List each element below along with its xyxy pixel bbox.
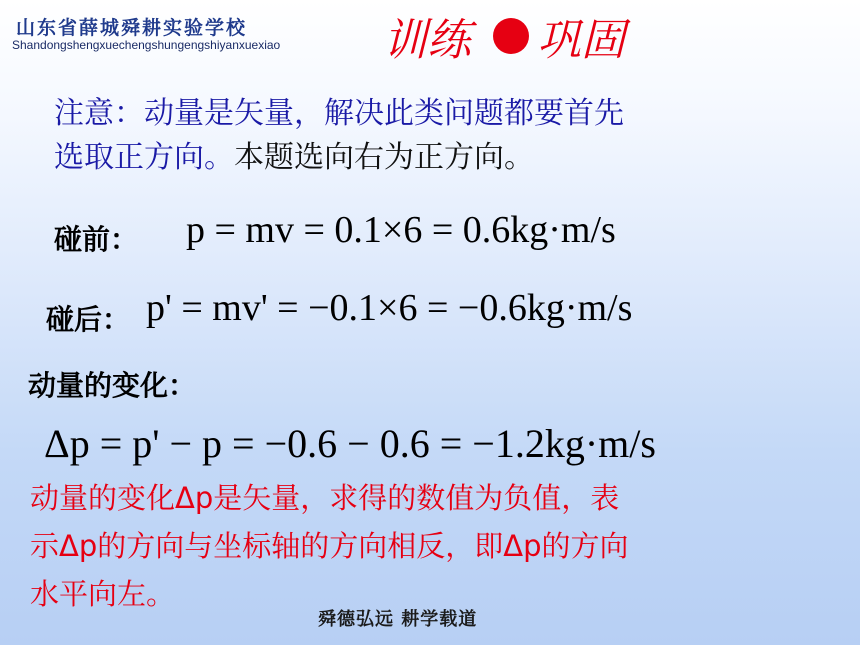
- after-label: 碰后：: [46, 303, 131, 336]
- before-formula: p = mv = 0.1×6 = 0.6kg·m/s: [186, 209, 616, 251]
- conclusion-line-2: 示Δp的方向与坐标轴的方向相反，即Δp的方向: [30, 529, 629, 563]
- note-paragraph: [54, 92, 814, 180]
- note-line-2: [54, 136, 814, 180]
- after-formula: p' = mv' = −0.1×6 = −0.6kg·m/s: [146, 287, 633, 329]
- note-line-1: 注意：动量是矢量，解决此类问题都要首先: [54, 96, 624, 131]
- school-name-pinyin: Shandongshengxuechengshungengshiyanxuexiao: [12, 38, 281, 52]
- change-formula: Δp = p' − p = −0.6 − 0.6 = −1.2kg·m/s: [44, 421, 656, 466]
- footer-motto: 舜德弘远 耕学载道: [318, 609, 478, 630]
- note-line-2-b: 本题选向右为正方向。: [234, 140, 534, 175]
- conclusion-paragraph: [30, 474, 820, 618]
- slide-title: [383, 4, 625, 68]
- school-name: 山东省薛城舜耕实验学校: [16, 17, 248, 39]
- conclusion-line-3: 水平向左。: [30, 577, 176, 611]
- slide-header: [0, 0, 860, 70]
- conclusion-line-1: 动量的变化Δp是矢量，求得的数值为负值，表: [30, 481, 620, 515]
- bullet-dot-icon: [493, 18, 529, 54]
- slide-title-right: 巩固: [537, 15, 625, 66]
- note-line-2-a: 选取正方向。: [54, 140, 234, 175]
- change-label: 动量的变化：: [28, 369, 197, 402]
- before-label: 碰前：: [54, 223, 139, 256]
- slide-title-left: 训练: [383, 15, 471, 66]
